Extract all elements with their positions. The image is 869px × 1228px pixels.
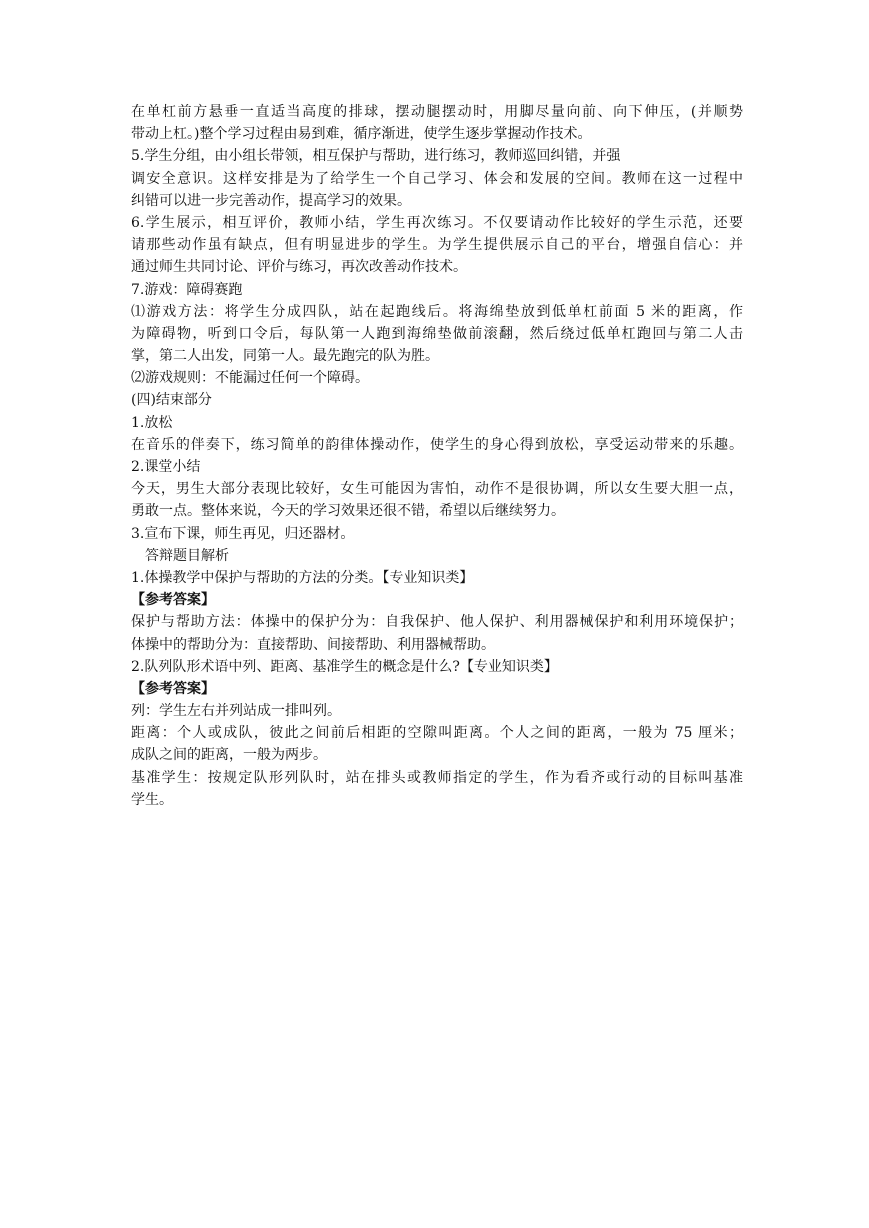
text-line: 1.放松 xyxy=(131,414,173,431)
text-line: ⑴游戏方法：将学生分成四队，站在起跑线后。将海绵垫放到低单杠前面 5 米的距离，作 xyxy=(131,303,743,320)
text-line: 答辩题目解析 xyxy=(145,547,229,564)
text-line: 为障碍物，听到口令后，每队第一人跑到海绵垫做前滚翻，然后绕过低单杠跑回与第二人击 xyxy=(131,325,743,342)
text-line: 请那些动作虽有缺点，但有明显进步的学生。为学生提供展示自己的平台，增强自信心：并 xyxy=(131,237,743,254)
text-line: 今天，男生大部分表现比较好，女生可能因为害怕，动作不是很协调，所以女生要大胆一点， xyxy=(131,481,743,498)
text-line: ⑵游戏规则：不能漏过任何一个障碍。 xyxy=(131,370,369,387)
text-line: 列：学生左右并列站成一排叫列。 xyxy=(131,703,341,720)
text-line: 纠错可以进一步完善动作，提高学习的效果。 xyxy=(131,192,411,209)
text-line: 1.体操教学中保护与帮助的方法的分类。【专业知识类】 xyxy=(131,569,474,586)
text-line: 6.学生展示，相互评价，教师小结，学生再次练习。不仅要请动作比较好的学生示范，还要 xyxy=(131,214,743,231)
text-line: 调安全意识。这样安排是为了给学生一个自己学习、体会和发展的空间。教师在这一过程中 xyxy=(131,170,743,187)
text-line: 掌，第二人出发，同第一人。最先跑完的队为胜。 xyxy=(131,348,439,365)
text-line: 【参考答案】 xyxy=(131,680,215,697)
text-line: 学生。 xyxy=(131,791,173,808)
document-page xyxy=(131,101,743,811)
text-line: 体操中的帮助分为：直接帮助、间接帮助、利用器械帮助。 xyxy=(131,636,495,653)
text-line: 保护与帮助方法：体操中的保护分为：自我保护、他人保护、利用器械保护和利用环境保护； xyxy=(131,614,743,631)
text-line: 带动上杠。)整个学习过程由易到难，循序渐进，使学生逐步掌握动作技术。 xyxy=(131,126,592,143)
text-line: 在单杠前方悬垂一直适当高度的排球，摆动腿摆动时，用脚尽量向前、向下伸压，(并顺势 xyxy=(131,104,743,120)
text-line: 3.宣布下课，师生再见，归还器材。 xyxy=(131,525,355,542)
text-line: 5.学生分组，由小组长带领，相互保护与帮助，进行练习，教师巡回纠错，并强 xyxy=(131,148,621,165)
text-line: 7.游戏：障碍赛跑 xyxy=(131,281,243,298)
text-line: 2.队列队形术语中列、距离、基准学生的概念是什么?【专业知识类】 xyxy=(131,658,558,675)
text-line: 成队之间的距离，一般为两步。 xyxy=(131,747,327,764)
text-line: 2.课堂小结 xyxy=(131,459,201,475)
text-line: 【参考答案】 xyxy=(131,592,215,609)
text-line: (四)结束部分 xyxy=(131,392,212,409)
text-line: 在音乐的伴奏下，练习简单的韵律体操动作，使学生的身心得到放松，享受运动带来的乐趣。 xyxy=(131,436,743,453)
text-line: 距离：个人或成队，彼此之间前后相距的空隙叫距离。个人之间的距离，一般为 75 厘米； xyxy=(131,725,743,742)
text-line: 基准学生：按规定队形列队时，站在排头或教师指定的学生，作为看齐或行动的目标叫基准 xyxy=(131,769,743,786)
text-line: 勇敢一点。整体来说，今天的学习效果还很不错，希望以后继续努力。 xyxy=(131,503,565,520)
text-line: 通过师生共同讨论、评价与练习，再次改善动作技术。 xyxy=(131,259,467,276)
